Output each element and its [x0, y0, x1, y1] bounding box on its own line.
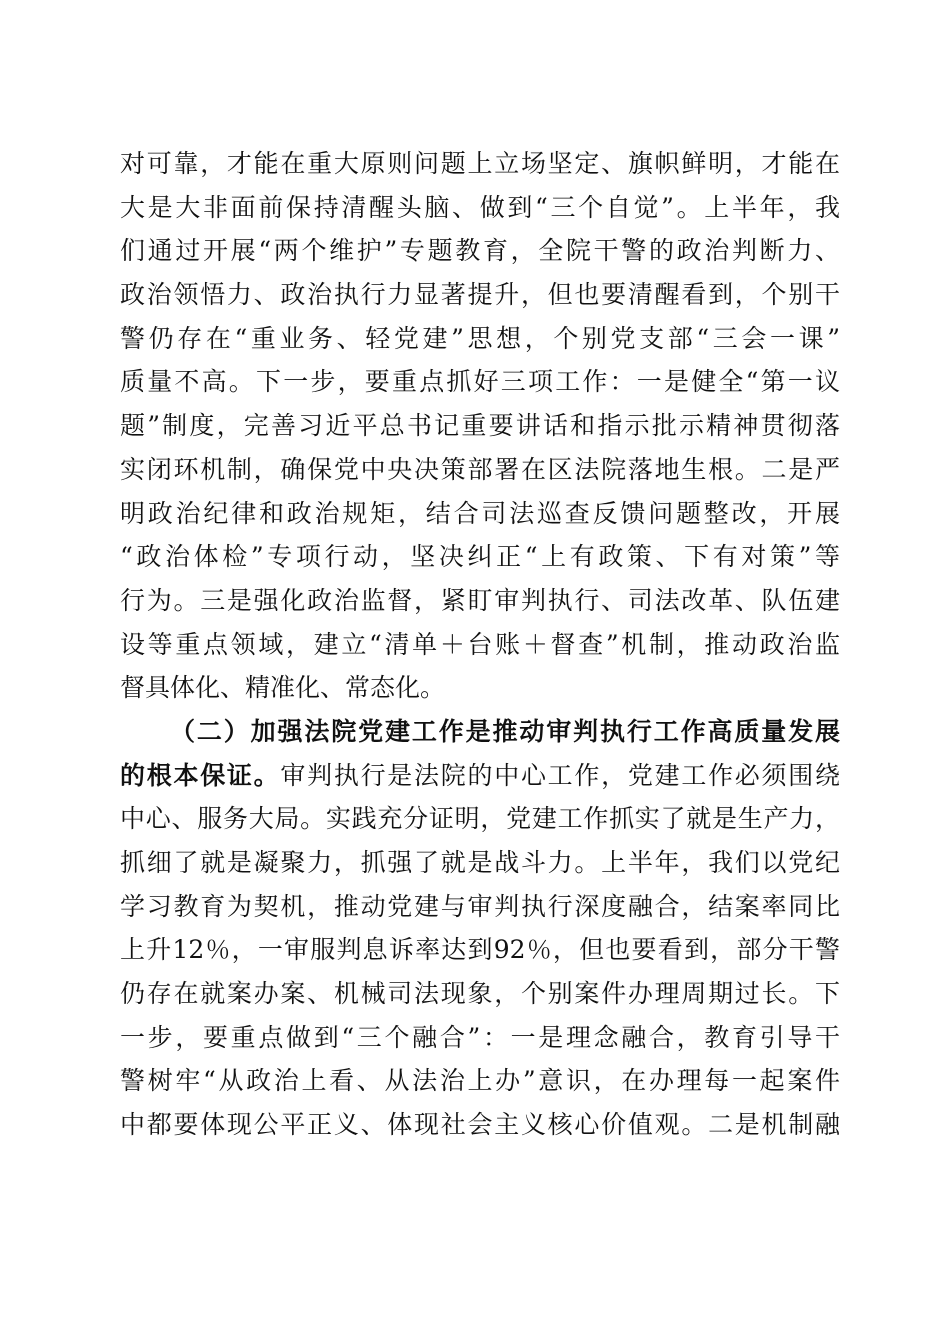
paragraph-line: 上升12％，一审服判息诉率达到92％，但也要看到，部分干警 [120, 935, 840, 965]
paragraph-line: 明政治纪律和政治规矩，结合司法巡查反馈问题整改，开展 [120, 498, 840, 528]
paragraph-line: 督具体化、精准化、常态化。 [120, 673, 446, 703]
paragraph-line: 对可靠，才能在重大原则问题上立场坚定、旗帜鲜明，才能在 [120, 149, 840, 178]
section-heading-tail: 的根本保证。 [120, 760, 281, 790]
section-heading: （二）加强法院党建工作是推动审判执行工作高质量发展 [170, 716, 840, 746]
paragraph-2 [120, 710, 840, 1146]
paragraph-text: 审判执行是法院的中心工作，党建工作必须围绕 [280, 760, 840, 790]
paragraph-line: 大是大非面前保持清醒头脑、做到“三个自觉”。上半年，我 [120, 192, 840, 222]
document-body [120, 142, 840, 1147]
paragraph-line: 学习教育为契机，推动党建与审判执行深度融合，结案率同比 [120, 891, 840, 921]
paragraph-line: 实闭环机制，确保党中央决策部署在区法院落地生根。二是严 [120, 454, 840, 484]
paragraph-line [120, 754, 840, 797]
paragraph-line: 一步，要重点做到“三个融合”：一是理念融合，教育引导干 [120, 1022, 840, 1052]
paragraph-line: 抓细了就是凝聚力，抓强了就是战斗力。上半年，我们以党纪 [120, 848, 840, 877]
paragraph-line: 政治领悟力、政治执行力显著提升，但也要清醒看到，个别干 [120, 280, 840, 310]
paragraph-line: 设等重点领域，建立“清单＋台账＋督查”机制，推动政治监 [120, 629, 840, 659]
paragraph-line: 警树牢“从政治上看、从法治上办”意识，在办理每一起案件 [120, 1066, 840, 1096]
paragraph-line: 质量不高。下一步，要重点抓好三项工作：一是健全“第一议 [120, 367, 840, 397]
paragraph-line: 中都要体现公平正义、体现社会主义核心价值观。二是机制融 [120, 1110, 840, 1140]
paragraph-line: 题”制度，完善习近平总书记重要讲话和指示批示精神贯彻落 [120, 411, 840, 441]
paragraph-line: 中心、服务大局。实践充分证明，党建工作抓实了就是生产力， [120, 804, 840, 834]
paragraph-line: 们通过开展“两个维护”专题教育，全院干警的政治判断力、 [120, 236, 840, 266]
paragraph-line: 仍存在就案办案、机械司法现象，个别案件办理周期过长。下 [120, 979, 840, 1009]
paragraph-line: “政治体检”专项行动，坚决纠正“上有政策、下有对策”等 [120, 542, 840, 572]
paragraph-line: 行为。三是强化政治监督，紧盯审判执行、司法改革、队伍建 [120, 585, 840, 615]
paragraph-line: 警仍存在“重业务、轻党建”思想，个别党支部“三会一课” [120, 323, 840, 353]
paragraph-1 [120, 142, 840, 709]
